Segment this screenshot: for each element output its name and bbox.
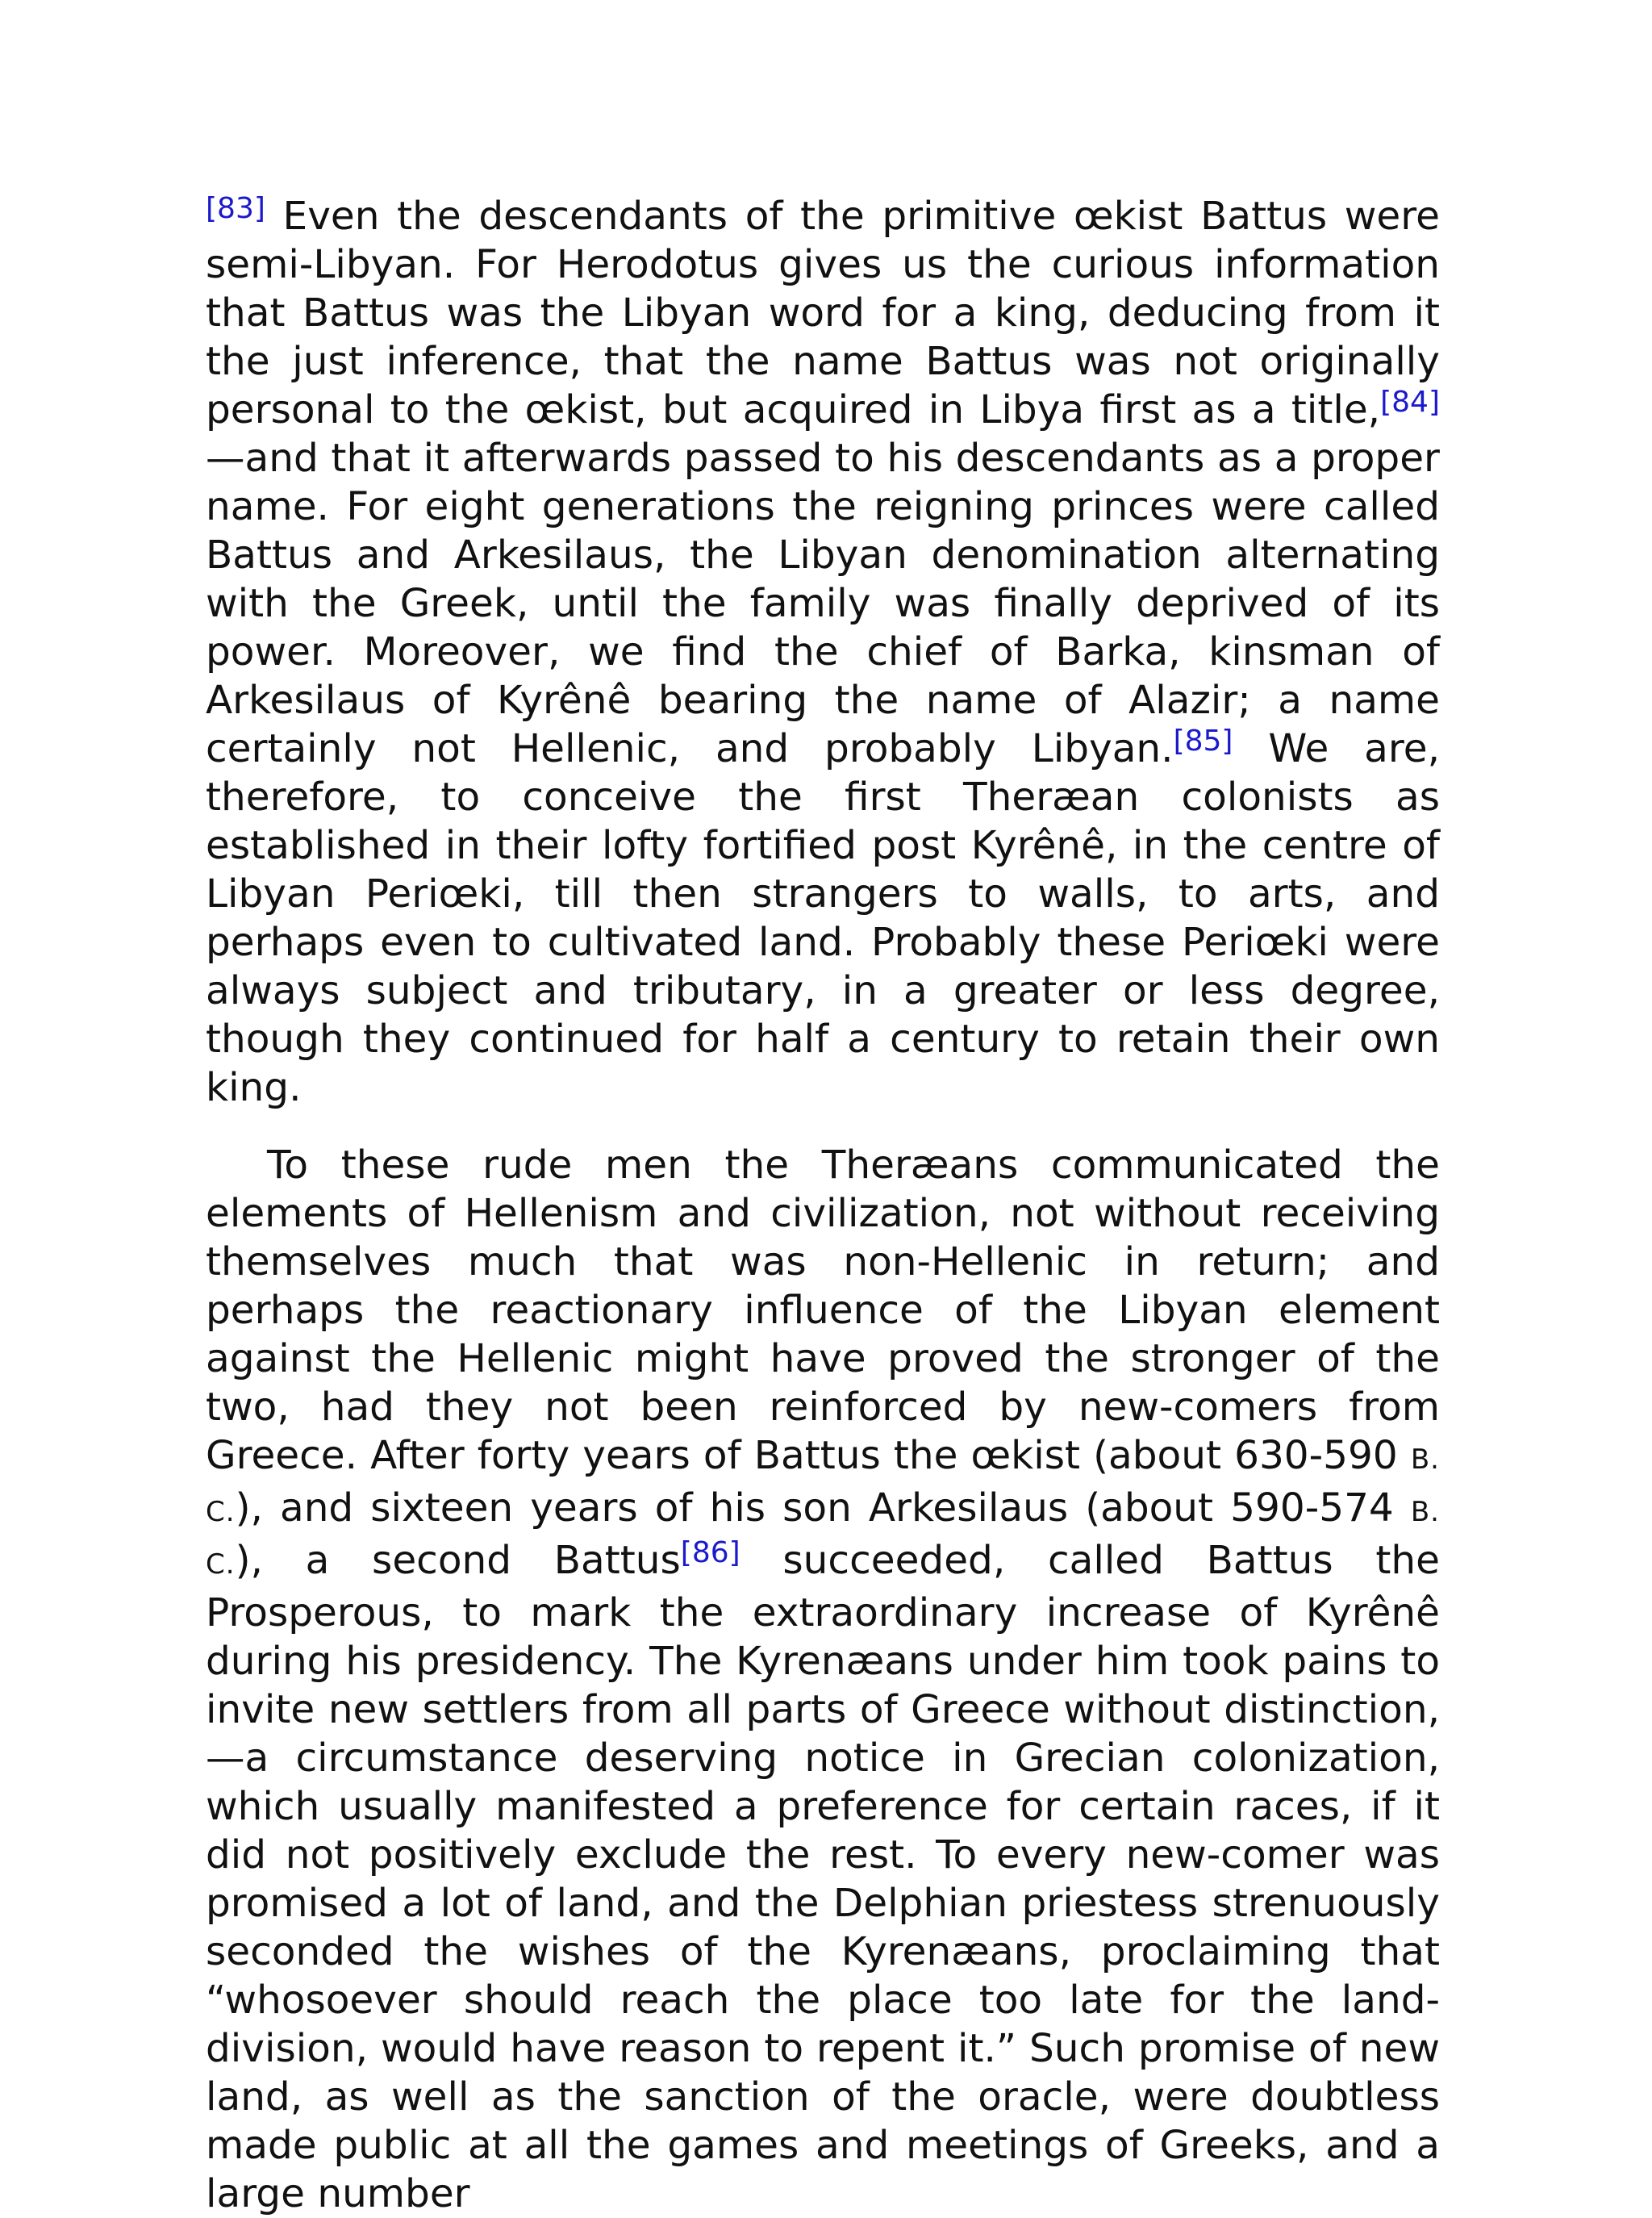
footnote-link-84[interactable]: [84]: [1380, 386, 1440, 419]
paragraph-footnote-83: [206, 192, 1440, 1112]
era-abbreviation: B. C.: [206, 1443, 1440, 1528]
paragraph-theraeans: [206, 1141, 1440, 2218]
footnote-link-85[interactable]: [85]: [1173, 725, 1233, 758]
footnote-link-86[interactable]: [86]: [680, 1536, 740, 1569]
paragraph-text: Even the descendants of the primitive œkist Battus were semi-Libyan. For Herodotus gives us the curious information that Battus was the Libyan word for a king, deducing from it the just inference, that the name Battus was not originally personal to the œkist, but acquired in Libya first as a title,: [206, 194, 1440, 432]
paragraph-text: ), a second Battus: [235, 1538, 681, 1583]
era-abbreviation: B. C.: [206, 1496, 1440, 1581]
paragraph-text: ), and sixteen years of his son Arkesilaus (about 590-574: [235, 1485, 1411, 1531]
paragraph-text: We are, therefore, to conceive the first Theræan colonists as established in their lofty fortified post Kyrênê, in the centre of Libyan Periœki, till then strangers to walls, to arts, and perhaps even to cultivated land. Probably these Periœki were always subject and tributary, in a greater or less degree, though they continued for half a century to retain their own king.: [206, 726, 1440, 1110]
paragraph-text: succeeded, called Battus the Prosperous, to mark the extraordinary increase of Kyrênê during his presidency. The Kyrenæans under him took pains to invite new settlers from all parts of Greece without distinction,—a circumstance deserving notice in Grecian colonization, which usually manifested a preference for certain races, if it did not positively exclude the rest. To every new-comer was promised a lot of land, and the Delphian priestess strenuously seconded the wishes of the Kyrenæans, proclaiming that “whosoever should reach the place too late for the land-division, would have reason to repent it.” Such promise of new land, as well as the sanction of the oracle, were doubtless made public at all the games and meetings of Greeks, and a large number: [206, 1538, 1440, 2216]
paragraph-text: —and that it afterwards passed to his descendants as a proper name. For eight generations the reigning princes were called Battus and Arkesilaus, the Libyan denomination alternating with the Greek, until the family was finally deprived of its power. Moreover, we find the chief of Barka, kinsman of Arkesilaus of Kyrênê bearing the name of Alazir; a name certainly not Hellenic, and probably Libyan.: [206, 436, 1440, 771]
document-page: [206, 192, 1440, 2218]
paragraph-text: To these rude men the Theræans communicated the elements of Hellenism and civilization, not without receiving themselves much that was non-Hellenic in return; and perhaps the reactionary influence of the Libyan element against the Hellenic might have proved the stronger of the two, had they not been reinforced by new-comers from Greece. After forty years of Battus the œkist (about 630-590: [206, 1142, 1440, 1478]
footnote-link-83[interactable]: [83]: [206, 192, 265, 225]
